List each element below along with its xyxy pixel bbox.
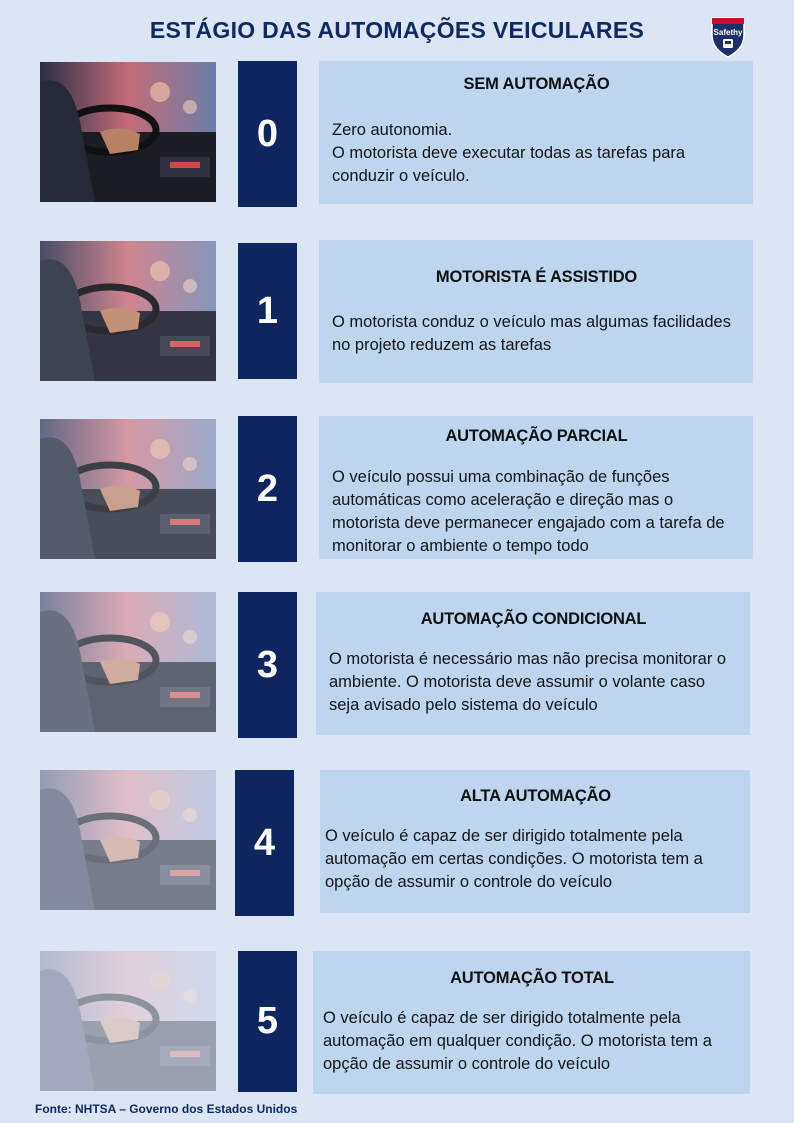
driver-photo: [40, 62, 216, 202]
level-row: [0, 592, 794, 738]
level-row: [0, 770, 794, 916]
level-card: [320, 770, 750, 913]
level-number: 2: [238, 416, 297, 562]
driver-photo: [40, 419, 216, 559]
level-description: O veículo é capaz de ser dirigido totalmente pela automação em qualquer condição. O motorista tem a opção de assumir o controle do veículo: [323, 1009, 712, 1073]
level-description: O veículo é capaz de ser dirigido totalmente pela automação em certas condições. O motorista tem a opção de assumir o controle do veículo: [325, 827, 703, 891]
driver-photo: [40, 592, 216, 732]
level-card: [319, 416, 753, 559]
level-row: [0, 416, 794, 562]
level-number: 3: [238, 592, 297, 738]
level-title: MOTORISTA É ASSISTIDO: [435, 268, 638, 286]
page-title: ESTÁGIO DAS AUTOMAÇÕES VEICULARES: [149, 17, 645, 43]
source-footnote: Fonte: NHTSA – Governo dos Estados Unidos: [35, 1102, 298, 1116]
level-row: [0, 240, 794, 386]
level-row: [0, 951, 794, 1097]
level-description: Zero autonomia. O motorista deve executar todas as tarefas para conduzir o veículo.: [332, 121, 686, 185]
level-title: AUTOMAÇÃO TOTAL: [450, 969, 614, 987]
level-card: [313, 951, 750, 1094]
level-title: ALTA AUTOMAÇÃO: [460, 787, 611, 805]
level-number: 5: [238, 951, 297, 1092]
level-title: AUTOMAÇÃO CONDICIONAL: [420, 610, 647, 628]
level-description: O motorista conduz o veículo mas algumas facilidades no projeto reduzem as tarefas: [332, 313, 731, 354]
level-row: [0, 61, 794, 207]
logo-text: Safethy: [713, 28, 743, 37]
level-card: [319, 61, 753, 204]
level-number: 0: [238, 61, 297, 207]
level-description: O veículo possui uma combinação de funções automáticas como aceleração e direção mas o motorista deve permanecer engajado com a tarefa de monitorar o ambiente o tempo todo: [332, 468, 725, 555]
driver-photo: [40, 241, 216, 381]
level-card: [316, 592, 750, 735]
level-title: SEM AUTOMAÇÃO: [463, 75, 610, 93]
level-number: 1: [238, 243, 297, 379]
level-title: AUTOMAÇÃO PARCIAL: [445, 427, 628, 445]
level-card: [319, 240, 753, 383]
safethy-logo-icon: [709, 13, 747, 59]
driver-photo: [40, 951, 216, 1091]
level-description: O motorista é necessário mas não precisa monitorar o ambiente. O motorista deve assumir o volante caso seja avisado pelo sistema do veículo: [329, 650, 727, 714]
level-number: 4: [235, 770, 294, 916]
driver-photo: [40, 770, 216, 910]
